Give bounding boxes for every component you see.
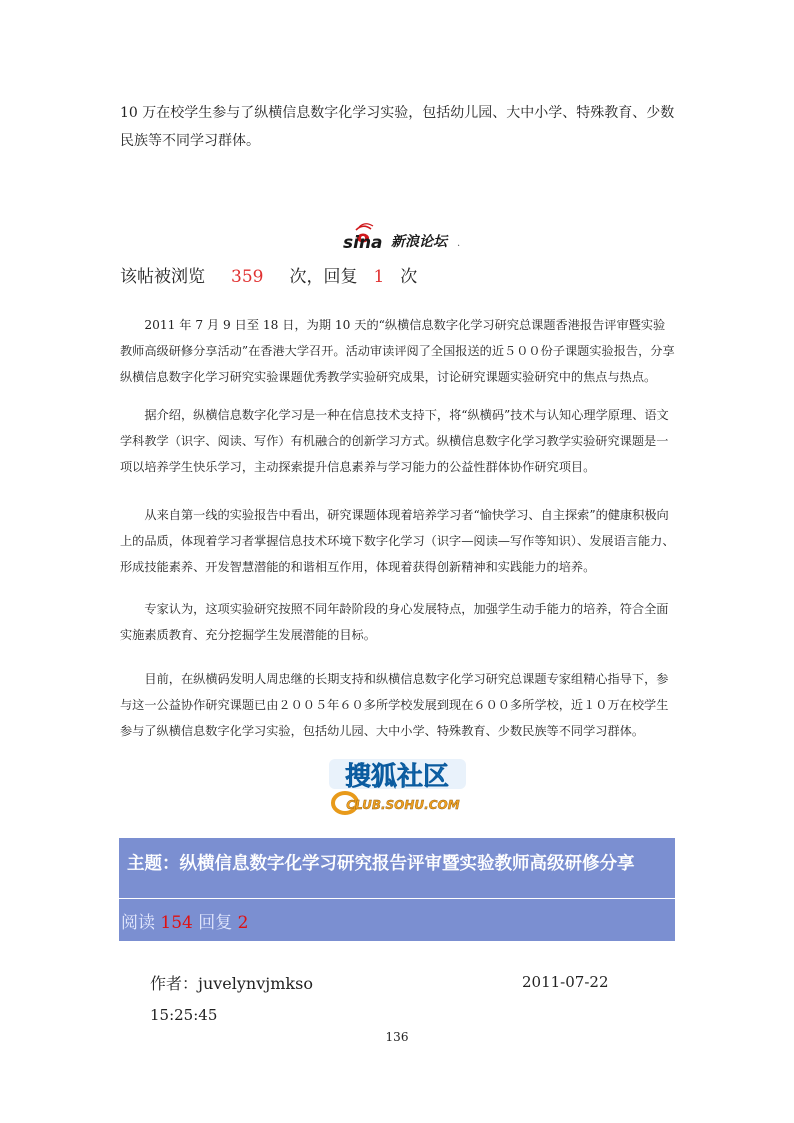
read-count: 154	[160, 913, 193, 933]
view-count: 359	[231, 267, 264, 287]
article-paragraph: 从来自第一线的实验报告中看出，研究课题体现着培养学习者“愉快学习、自主探索”的健康积极向上的品质，体现着学习者掌握信息技术环境下数字化学习（识字—阅读—写作等知识）、发展语言能力、形成技能素养、开发智慧潜能的和谐相互作用，体现着获得创新精神和实践能力的培养。	[120, 508, 675, 574]
sohu-logo-name: 搜狐社区	[344, 762, 450, 792]
topic-title: 主题：纵横信息数字化学习研究报告评审暨实验教师高级研修分享	[127, 854, 635, 874]
view-stats	[120, 262, 417, 292]
reply-count: 1	[373, 267, 385, 287]
author-line: 作者：juvelynvjmkso	[150, 974, 313, 993]
topic-bar	[119, 838, 675, 898]
sohu-logo-url: CLUB.SOHU.COM	[346, 798, 460, 812]
post-time: 15:25:45	[150, 1006, 218, 1024]
article-paragraph: 专家认为，这项实验研究按照不同年龄阶段的身心发展特点，加强学生动手能力的培养，符合全面实施素质教育、充分挖掘学生发展潜能的目标。	[120, 602, 669, 642]
read-label: 阅读	[121, 913, 155, 933]
read-stats	[121, 908, 249, 933]
intro-paragraph: 10 万在校学生参与了纵横信息数字化学习实验，包括幼儿园、大中小学、特殊教育、少数民族等不同学习群体。	[120, 105, 675, 149]
views-suffix: 次	[400, 267, 418, 287]
read-reply-count: 2	[237, 913, 249, 933]
sina-brand-text: sina	[343, 233, 383, 253]
sina-forum-name: 新浪论坛	[391, 234, 447, 250]
article-paragraph: 据介绍，纵横信息数字化学习是一种在信息技术支持下，将“纵横码”技术与认知心理学原理、语文学科教学（识字、阅读、写作）有机融合的创新学习方式。纵横信息数字化学习教学实验研究课题是一项以培养学生快乐学习，主动探索提升信息素养与学习能力的公益性群体协作研究项目。	[120, 408, 669, 474]
reply-label: 回复	[198, 913, 233, 933]
article-paragraph: 2011 年 7 月 9 日至 18 日，为期 10 天的“纵横信息数字化学习研究总课题香港报告评审暨实验教师高级研修分享活动”在香港大学召开。活动审读评阅了全国报送的近５００份子课题实验报告，分享纵横信息数字化学习研究实验课题优秀教学实验研究成果，讨论研究课题实验研究中的焦点与热点。	[120, 318, 675, 384]
read-stats-bar	[119, 899, 675, 941]
sina-forum-logo	[343, 218, 478, 258]
views-prefix: 该帖被浏览	[120, 267, 205, 287]
views-middle: 次，回复	[289, 267, 358, 287]
sina-logo-dot: .	[457, 238, 461, 249]
page-number: 136	[385, 1030, 409, 1044]
sohu-club-logo	[325, 755, 470, 817]
post-date: 2011-07-22	[522, 973, 609, 991]
article-paragraph: 目前，在纵横码发明人周忠继的长期支持和纵横信息数字化学习研究总课题专家组精心指导下，参与这一公益协作研究课题已由２００５年６０多所学校发展到现在６００多所学校，近１０万在校学生参与了纵横信息数字化学习实验，包括幼儿园、大中小学、特殊教育、少数民族等不同学习群体。	[120, 672, 669, 738]
